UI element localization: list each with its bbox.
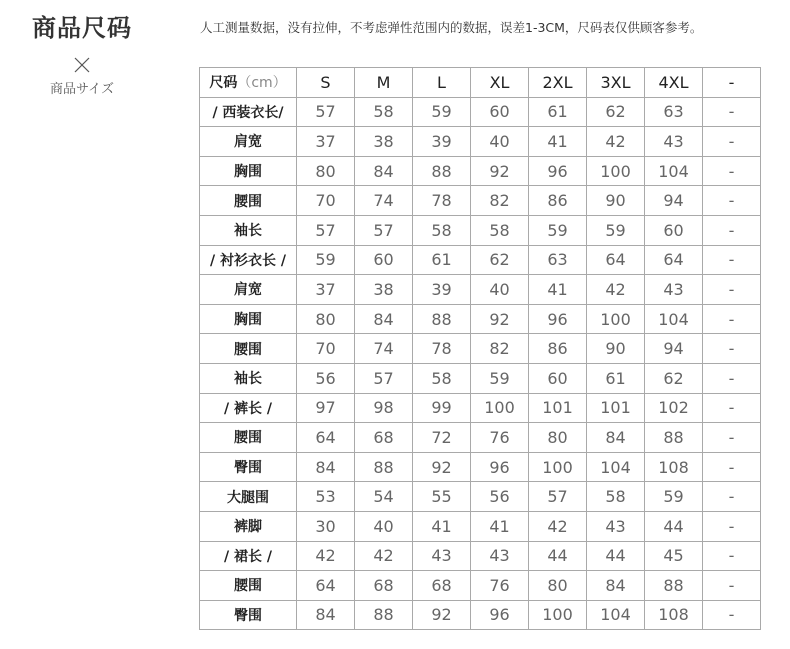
row-label: / 衬衫衣长 /: [200, 245, 297, 275]
row-label: 肩宽: [200, 275, 297, 305]
table-cell: 45: [645, 541, 703, 571]
table-cell: 58: [413, 363, 471, 393]
table-cell: 80: [297, 304, 355, 334]
table-cell: 58: [355, 97, 413, 127]
table-cell: 42: [355, 541, 413, 571]
table-cell: -: [703, 97, 761, 127]
table-cell: 42: [297, 541, 355, 571]
table-cell: 40: [355, 511, 413, 541]
table-cell: 41: [413, 511, 471, 541]
table-row: [200, 215, 761, 245]
table-cell: 92: [471, 304, 529, 334]
table-cell: -: [703, 363, 761, 393]
row-label: 臀围: [200, 600, 297, 630]
table-cell: 63: [529, 245, 587, 275]
table-cell: -: [703, 334, 761, 364]
table-cell: 86: [529, 334, 587, 364]
column-header: 2XL: [529, 68, 587, 98]
table-cell: 96: [471, 600, 529, 630]
table-cell: 57: [297, 97, 355, 127]
table-cell: 43: [413, 541, 471, 571]
table-row: [200, 186, 761, 216]
table-cell: 108: [645, 600, 703, 630]
table-cell: 88: [413, 304, 471, 334]
table-cell: 104: [587, 452, 645, 482]
table-cell: -: [703, 304, 761, 334]
row-label: / 西装衣长/: [200, 97, 297, 127]
table-row: [200, 571, 761, 601]
table-cell: -: [703, 275, 761, 305]
table-cell: 78: [413, 334, 471, 364]
table-row: [200, 511, 761, 541]
table-cell: 92: [471, 156, 529, 186]
corner-header: [200, 68, 297, 98]
table-cell: 40: [471, 275, 529, 305]
table-cell: 76: [471, 423, 529, 453]
table-cell: 58: [413, 215, 471, 245]
row-label: 袖长: [200, 215, 297, 245]
table-cell: 64: [587, 245, 645, 275]
table-row: [200, 452, 761, 482]
table-cell: 41: [529, 275, 587, 305]
table-cell: 76: [471, 571, 529, 601]
table-cell: 88: [645, 423, 703, 453]
table-cell: 61: [529, 97, 587, 127]
table-cell: 62: [471, 245, 529, 275]
table-cell: 101: [529, 393, 587, 423]
table-cell: 30: [297, 511, 355, 541]
table-cell: 57: [529, 482, 587, 512]
table-cell: 104: [645, 156, 703, 186]
table-cell: 57: [355, 363, 413, 393]
table-row: [200, 393, 761, 423]
column-header: L: [413, 68, 471, 98]
table-cell: 42: [587, 275, 645, 305]
table-cell: 97: [297, 393, 355, 423]
table-cell: -: [703, 186, 761, 216]
table-cell: 92: [413, 452, 471, 482]
table-cell: 74: [355, 334, 413, 364]
table-cell: 84: [355, 156, 413, 186]
table-cell: 57: [297, 215, 355, 245]
table-cell: 56: [471, 482, 529, 512]
table-cell: 84: [297, 600, 355, 630]
row-label: / 裤长 /: [200, 393, 297, 423]
table-cell: 96: [471, 452, 529, 482]
table-cell: -: [703, 127, 761, 157]
table-cell: -: [703, 423, 761, 453]
left-panel: [22, 12, 142, 100]
table-cell: -: [703, 245, 761, 275]
table-cell: 100: [587, 156, 645, 186]
table-cell: 64: [297, 423, 355, 453]
table-cell: 96: [529, 156, 587, 186]
table-cell: 102: [645, 393, 703, 423]
row-label: / 裙长 /: [200, 541, 297, 571]
table-cell: 40: [471, 127, 529, 157]
table-cell: 94: [645, 186, 703, 216]
measurement-note: 人工测量数据，没有拉伸，不考虑弹性范围内的数据，误差1-3CM，尺码表仅供顾客参考。: [200, 20, 703, 35]
column-header: XL: [471, 68, 529, 98]
table-cell: 60: [355, 245, 413, 275]
table-cell: 44: [645, 511, 703, 541]
table-cell: -: [703, 215, 761, 245]
table-cell: 70: [297, 334, 355, 364]
table-cell: 38: [355, 127, 413, 157]
table-cell: 55: [413, 482, 471, 512]
table-cell: 100: [471, 393, 529, 423]
table-row: [200, 334, 761, 364]
table-cell: 42: [529, 511, 587, 541]
table-cell: -: [703, 452, 761, 482]
table-cell: 41: [529, 127, 587, 157]
table-cell: 62: [587, 97, 645, 127]
table-cell: 44: [529, 541, 587, 571]
table-cell: 82: [471, 334, 529, 364]
table-cell: 54: [355, 482, 413, 512]
table-row: [200, 363, 761, 393]
table-cell: 53: [297, 482, 355, 512]
table-cell: -: [703, 156, 761, 186]
table-cell: 94: [645, 334, 703, 364]
row-label: 胸围: [200, 156, 297, 186]
table-cell: 100: [529, 600, 587, 630]
close-icon: [73, 56, 91, 74]
table-cell: 62: [645, 363, 703, 393]
table-cell: 82: [471, 186, 529, 216]
table-cell: -: [703, 541, 761, 571]
row-label: 腰围: [200, 186, 297, 216]
table-cell: 84: [587, 571, 645, 601]
table-cell: 104: [645, 304, 703, 334]
table-row: [200, 423, 761, 453]
row-label: 胸围: [200, 304, 297, 334]
table-cell: 88: [355, 600, 413, 630]
table-cell: 42: [587, 127, 645, 157]
table-cell: 60: [529, 363, 587, 393]
table-cell: 39: [413, 127, 471, 157]
table-cell: 68: [355, 423, 413, 453]
table-cell: 98: [355, 393, 413, 423]
table-cell: 88: [355, 452, 413, 482]
table-cell: 43: [645, 275, 703, 305]
row-label: 臀围: [200, 452, 297, 482]
table-row: [200, 245, 761, 275]
corner-unit: （cm）: [237, 75, 287, 92]
table-row: [200, 97, 761, 127]
table-cell: 56: [297, 363, 355, 393]
table-cell: 90: [587, 186, 645, 216]
table-cell: 84: [355, 304, 413, 334]
table-row: [200, 600, 761, 630]
row-label: 腰围: [200, 571, 297, 601]
table-cell: 41: [471, 511, 529, 541]
table-cell: 99: [413, 393, 471, 423]
row-label: 袖长: [200, 363, 297, 393]
table-cell: 64: [645, 245, 703, 275]
table-cell: 39: [413, 275, 471, 305]
table-cell: 80: [297, 156, 355, 186]
table-cell: 64: [297, 571, 355, 601]
table-cell: 96: [529, 304, 587, 334]
table-cell: 60: [471, 97, 529, 127]
table-cell: 84: [587, 423, 645, 453]
table-cell: 101: [587, 393, 645, 423]
table-cell: 78: [413, 186, 471, 216]
table-cell: 86: [529, 186, 587, 216]
table-cell: 37: [297, 275, 355, 305]
table-cell: 38: [355, 275, 413, 305]
table-cell: 44: [587, 541, 645, 571]
column-header: -: [703, 68, 761, 98]
table-cell: 43: [645, 127, 703, 157]
table-cell: 100: [587, 304, 645, 334]
table-cell: 59: [413, 97, 471, 127]
table-row: [200, 127, 761, 157]
table-cell: 84: [297, 452, 355, 482]
table-cell: 63: [645, 97, 703, 127]
table-cell: 68: [413, 571, 471, 601]
table-row: [200, 156, 761, 186]
table-cell: 60: [645, 215, 703, 245]
row-label: 大腿围: [200, 482, 297, 512]
row-label: 腰围: [200, 334, 297, 364]
table-cell: 74: [355, 186, 413, 216]
table-cell: 57: [355, 215, 413, 245]
table-cell: 43: [587, 511, 645, 541]
table-cell: -: [703, 511, 761, 541]
table-cell: 61: [587, 363, 645, 393]
table-cell: 59: [297, 245, 355, 275]
table-cell: 37: [297, 127, 355, 157]
page-subtitle: 商品サイズ: [50, 82, 114, 97]
table-cell: 59: [529, 215, 587, 245]
table-body: [200, 97, 761, 630]
table-row: [200, 541, 761, 571]
corner-label: 尺码: [209, 75, 238, 92]
table-cell: 68: [355, 571, 413, 601]
row-label: 腰围: [200, 423, 297, 453]
table-cell: 58: [471, 215, 529, 245]
table-cell: 90: [587, 334, 645, 364]
table-cell: 70: [297, 186, 355, 216]
table-row: [200, 275, 761, 305]
table-cell: 59: [587, 215, 645, 245]
column-header: S: [297, 68, 355, 98]
table-cell: 61: [413, 245, 471, 275]
table-cell: 59: [645, 482, 703, 512]
column-header: 3XL: [587, 68, 645, 98]
row-label: 肩宽: [200, 127, 297, 157]
table-cell: 80: [529, 423, 587, 453]
table-cell: 88: [413, 156, 471, 186]
table-cell: 72: [413, 423, 471, 453]
table-cell: 80: [529, 571, 587, 601]
table-cell: -: [703, 571, 761, 601]
table-cell: 58: [587, 482, 645, 512]
table-cell: -: [703, 600, 761, 630]
table-cell: 104: [587, 600, 645, 630]
table-cell: 88: [645, 571, 703, 601]
column-header: M: [355, 68, 413, 98]
table-cell: -: [703, 482, 761, 512]
page-title: 商品尺码: [32, 14, 132, 42]
column-header: 4XL: [645, 68, 703, 98]
size-chart-table: [199, 67, 761, 630]
table-cell: 92: [413, 600, 471, 630]
table-header-row: [200, 68, 761, 98]
table-cell: 59: [471, 363, 529, 393]
row-label: 裤脚: [200, 511, 297, 541]
table-row: [200, 482, 761, 512]
table-row: [200, 304, 761, 334]
table-cell: -: [703, 393, 761, 423]
table-cell: 43: [471, 541, 529, 571]
table-cell: 108: [645, 452, 703, 482]
table-cell: 100: [529, 452, 587, 482]
